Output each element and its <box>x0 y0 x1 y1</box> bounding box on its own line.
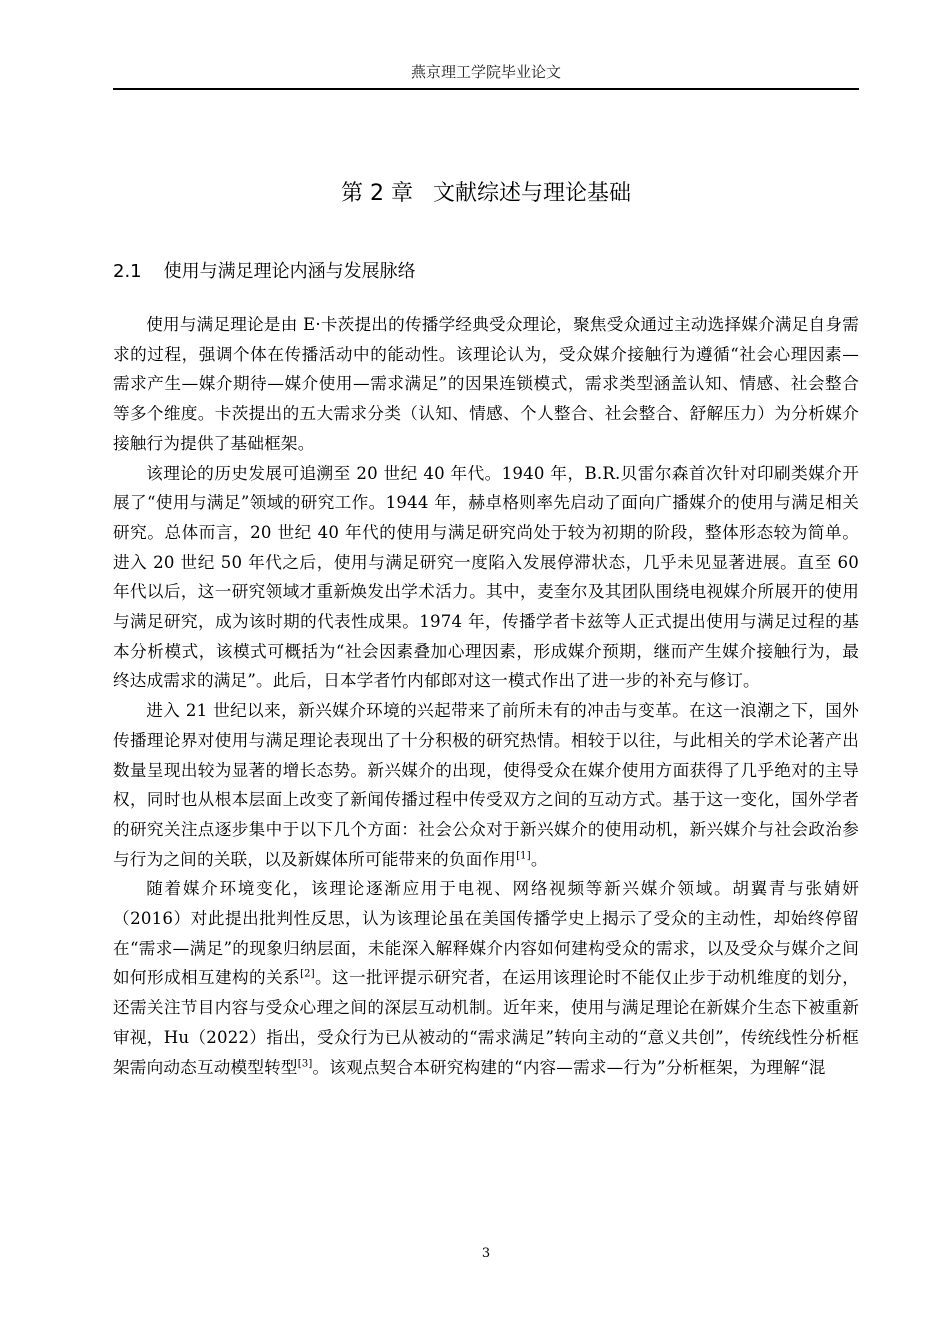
section-title-text: 使用与满足理论内涵与发展脉络 <box>163 261 416 282</box>
paragraph-text: 该理论的历史发展可追溯至 20 世纪 40 年代。1940 年，B.R.贝雷尔森首次针对印刷类媒介开展了“使用与满足”领域的研究工作。1944 年，赫卓格则率先启动了面向广播媒介的使用与满足相关研究。总体而言，20 世纪 40 年代的使用与满足研究尚处于较为初期的阶段，整体形态较为简单。进入 20 世纪 50 年代之后，使用与满足研究一度陷入发展停滞状态，几乎未见显著进展。直至 60 年代以后，这一研究领域才重新焕发出学术活力。其中，麦奎尔及其团队围绕电视媒介所展开的使用与满足研究，成为该时期的代表性成果。1974 年，传播学者卡兹等人正式提出使用与满足过程的基本分析模式，该模式可概括为“社会因素叠加心理因素，形成媒介预期，继而产生媒介接触行为，最终达成需求的满足”。此后，日本学者竹内郁郎对这一模式作出了进一步的补充与修订。 <box>113 463 859 691</box>
paragraph-text-tail: 。该观点契合本研究构建的“内容—需求—行为”分析框架，为理解“混 <box>312 1057 826 1077</box>
header-rule <box>113 88 859 90</box>
section-number: 2.1 <box>113 261 142 282</box>
paragraph-text: 随着媒介环境变化，该理论逐渐应用于电视、网络视频等新兴媒介领域。胡翼青与张婧妍（2016）对此提出批判性反思，认为该理论虽在美国传播学史上揭示了受众的主动性，却始终停留在“需求—满足”的现象归纳层面，未能深入解释媒介内容如何建构受众的需求，以及受众与媒介之间如何形成相互建构的关系 <box>113 879 859 988</box>
body-text <box>113 310 859 1082</box>
paragraph-text: 进入 21 世纪以来，新兴媒介环境的兴起带来了前所未有的冲击与变革。在这一浪潮之下，国外传播理论界对使用与满足理论表现出了十分积极的研究热情。相较于以往，与此相关的学术论著产出数量呈现出较为显著的增长态势。新兴媒介的出现，使得受众在媒介使用方面获得了几乎绝对的主导权，同时也从根本层面上改变了新闻传播过程中传受双方之间的互动方式。基于这一变化，国外学者的研究关注点逐步集中于以下几个方面：社会公众对于新兴媒介的使用动机，新兴媒介与社会政治参与行为之间的关联，以及新媒体所可能带来的负面作用 <box>113 701 859 869</box>
citation-2: [2] <box>300 968 315 980</box>
section-heading <box>113 258 859 286</box>
paragraph-3 <box>113 696 859 874</box>
citation-3: [3] <box>297 1058 313 1070</box>
running-header: 燕京理工学院毕业论文 <box>410 63 561 81</box>
paragraph-text: 使用与满足理论是由 E·卡茨提出的传播学经典受众理论，聚焦受众通过主动选择媒介满足自身需求的过程，强调个体在传播活动中的能动性。该理论认为，受众媒介接触行为遵循“社会心理因素—需求产生—媒介期待—媒介使用—需求满足”的因果连锁模式，需求类型涵盖认知、情感、社会整合等多个维度。卡茨提出的五大需求分类（认知、情感、个人整合、社会整合、舒解压力）为分析媒介接触行为提供了基础框架。 <box>113 315 859 453</box>
chapter-title <box>113 178 859 210</box>
page-number: 3 <box>481 1246 491 1261</box>
chapter-number: 第 2 章 <box>341 181 413 206</box>
paragraph-2 <box>113 459 859 697</box>
chapter-title-text: 文献综述与理论基础 <box>432 181 631 206</box>
paragraph-text-tail: 。 <box>530 849 548 869</box>
paragraph-1 <box>113 310 859 459</box>
citation-1: [1] <box>516 850 531 862</box>
paragraph-text-middle: 。这一批评提示研究者，在运用该理论时不能仅止步于动机维度的划分，还需关注节目内容与受众心理之间的深层互动机制。近年来，使用与满足理论在新媒介生态下被重新审视，Hu（2022）指出，受众行为已从被动的“需求满足”转向主动的“意义共创”，传统线性分析框架需向动态互动模型转型 <box>113 968 859 1077</box>
paragraph-4 <box>113 874 859 1082</box>
